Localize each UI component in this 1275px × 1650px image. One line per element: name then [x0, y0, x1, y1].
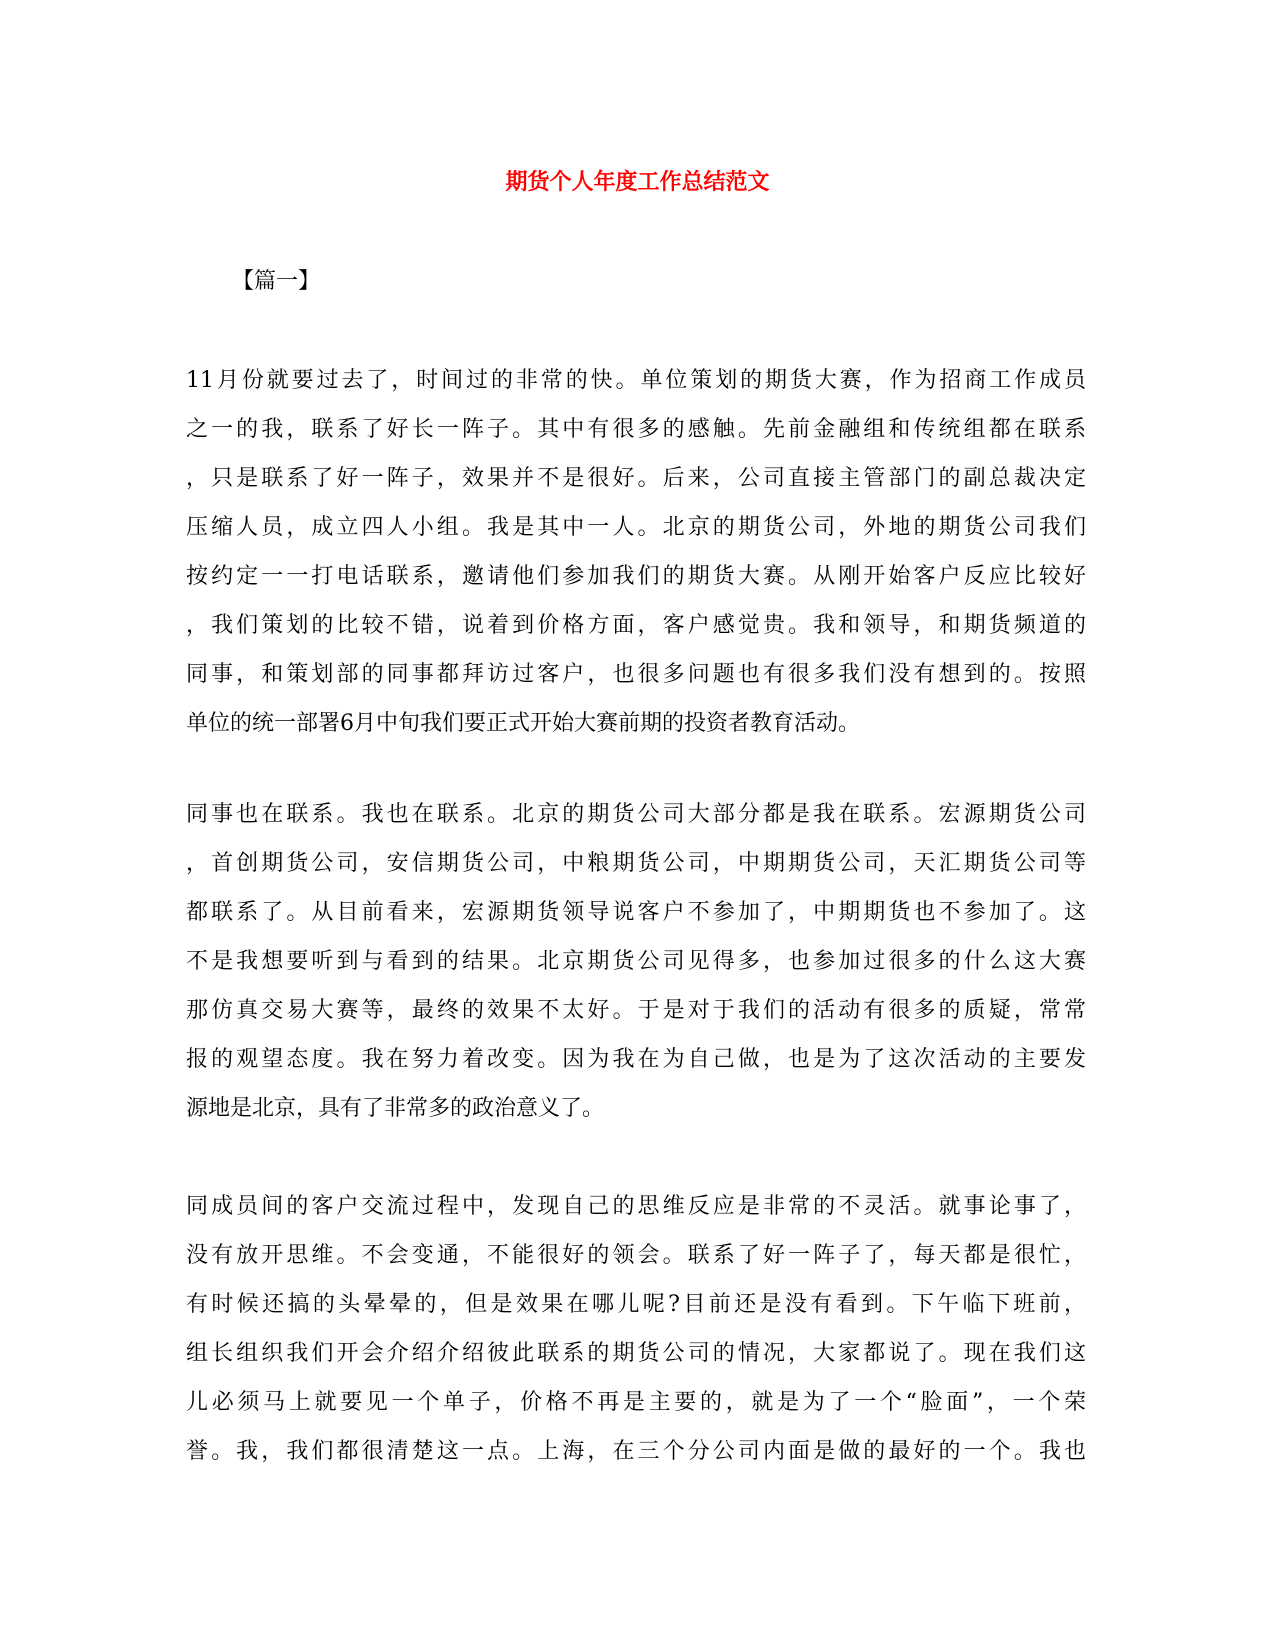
paragraph-line: 单位的统一部署6月中旬我们要正式开始大赛前期的投资者教育活动。 — [186, 711, 860, 736]
section-heading: 【篇一】 — [232, 269, 321, 294]
paragraph-1 — [186, 356, 1086, 748]
paragraph-line: 誉。我，我们都很清楚这一点。上海，在三个分公司内面是做的最好的一个。我也 — [186, 1439, 1086, 1464]
paragraph-line: 组长组织我们开会介绍介绍彼此联系的期货公司的情况，大家都说了。现在我们这 — [186, 1341, 1086, 1366]
paragraph-line: 那仿真交易大赛等，最终的效果不太好。于是对于我们的活动有很多的质疑，常常 — [186, 998, 1086, 1023]
paragraph-line: 不是我想要听到与看到的结果。北京期货公司见得多，也参加过很多的什么这大赛 — [186, 949, 1086, 974]
paragraph-line: 压缩人员，成立四人小组。我是其中一人。北京的期货公司，外地的期货公司我们 — [186, 515, 1086, 540]
paragraph-line: 同事也在联系。我也在联系。北京的期货公司大部分都是我在联系。宏源期货公司 — [186, 802, 1086, 827]
paragraph-line: 没有放开思维。不会变通，不能很好的领会。联系了好一阵子了，每天都是很忙， — [186, 1243, 1086, 1268]
paragraph-line: 源地是北京，具有了非常多的政治意义了。 — [186, 1096, 605, 1121]
paragraph-line: 报的观望态度。我在努力着改变。因为我在为自己做，也是为了这次活动的主要发 — [186, 1047, 1086, 1072]
paragraph-3 — [186, 1182, 1086, 1476]
paragraph-line: 按约定一一打电话联系，邀请他们参加我们的期货大赛。从刚开始客户反应比较好 — [186, 564, 1086, 589]
paragraph-line: 11月份就要过去了，时间过的非常的快。单位策划的期货大赛，作为招商工作成员 — [186, 368, 1086, 393]
paragraph-line: ，只是联系了好一阵子，效果并不是很好。后来，公司直接主管部门的副总裁决定 — [186, 466, 1086, 491]
paragraph-line: 有时候还搞的头晕晕的，但是效果在哪儿呢?目前还是没有看到。下午临下班前， — [186, 1292, 1086, 1317]
paragraph-2 — [186, 790, 1086, 1133]
paragraph-line: 之一的我，联系了好长一阵子。其中有很多的感触。先前金融组和传统组都在联系 — [186, 417, 1086, 442]
paragraph-line: ，首创期货公司，安信期货公司，中粮期货公司，中期期货公司，天汇期货公司等 — [186, 851, 1086, 876]
paragraph-line: 都联系了。从目前看来，宏源期货领导说客户不参加了，中期期货也不参加了。这 — [186, 900, 1086, 925]
paragraph-line: 儿必须马上就要见一个单子，价格不再是主要的，就是为了一个“脸面”，一个荣 — [186, 1390, 1086, 1415]
paragraph-line: ，我们策划的比较不错，说着到价格方面，客户感觉贵。我和领导，和期货频道的 — [186, 613, 1086, 638]
paragraph-line: 同事，和策划部的同事都拜访过客户，也很多问题也有很多我们没有想到的。按照 — [186, 662, 1086, 687]
paragraph-line: 同成员间的客户交流过程中，发现自己的思维反应是非常的不灵活。就事论事了， — [186, 1194, 1086, 1219]
document-title: 期货个人年度工作总结范文 — [505, 169, 770, 195]
